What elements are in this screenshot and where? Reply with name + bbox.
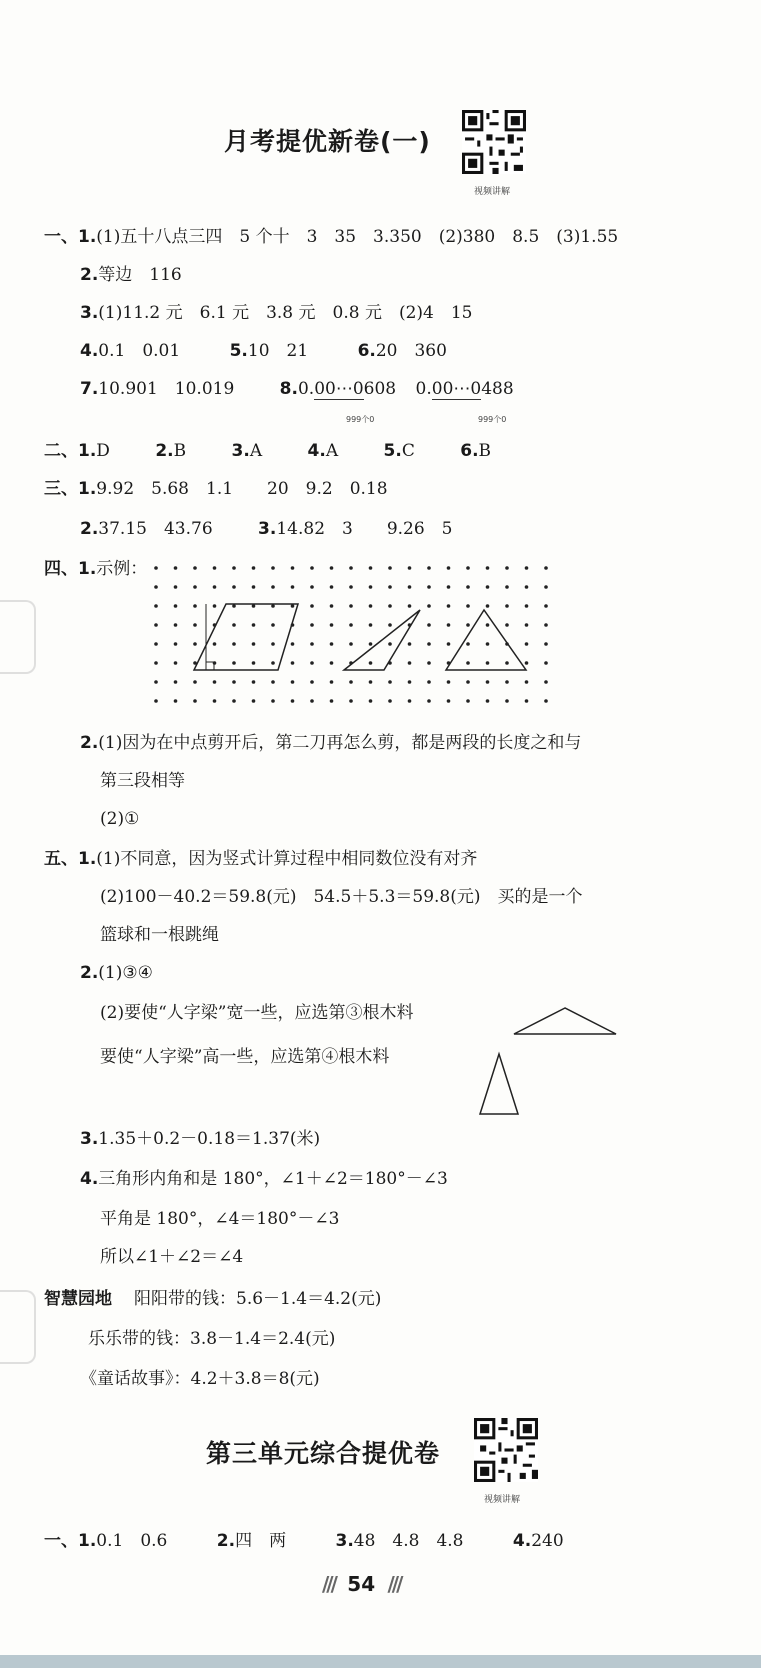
dot-grid-figure xyxy=(150,560,560,710)
answer-line: 一、1.0.1 0.6 2.四 两 3.48 4.8 4.8 4.240 xyxy=(44,1531,564,1551)
grid-dot xyxy=(349,585,353,589)
grid-dot xyxy=(252,585,256,589)
grid-dot xyxy=(388,642,392,646)
answer-line: 乐乐带的钱：3.8－1.4＝2.4(元) xyxy=(88,1329,336,1349)
grid-dot xyxy=(213,699,217,703)
grid-dot xyxy=(388,680,392,684)
grid-dot xyxy=(232,699,236,703)
grid-dot xyxy=(525,623,529,627)
grid-dot xyxy=(252,642,256,646)
grid-dot xyxy=(349,566,353,570)
grid-dot xyxy=(213,566,217,570)
grid-dot xyxy=(310,566,314,570)
slash-decoration-icon: /// xyxy=(387,1572,401,1596)
grid-dot xyxy=(213,642,217,646)
answer-line: 4.0.1 0.01 5.10 21 6.20 360 xyxy=(80,341,447,361)
grid-dot xyxy=(193,623,197,627)
grid-dot xyxy=(193,642,197,646)
grid-dot xyxy=(427,585,431,589)
grid-dot xyxy=(427,566,431,570)
grid-dot xyxy=(330,661,334,665)
grid-dot xyxy=(466,661,470,665)
answer-line: (2)① xyxy=(100,809,140,829)
obtuse-triangle-shape xyxy=(344,610,420,670)
grid-dot xyxy=(505,699,509,703)
grid-dot xyxy=(447,623,451,627)
grid-dot xyxy=(271,623,275,627)
grid-dot xyxy=(310,661,314,665)
grid-dot xyxy=(369,604,373,608)
grid-dot xyxy=(310,623,314,627)
grid-dot xyxy=(252,566,256,570)
grid-dot xyxy=(486,699,490,703)
grid-dot xyxy=(447,642,451,646)
answer-line: 2.(1)因为在中点剪开后，第二刀再怎么剪，都是两段的长度之和与 xyxy=(80,733,582,753)
answer-line: 篮球和一根跳绳 xyxy=(100,925,219,945)
grid-dot xyxy=(213,585,217,589)
grid-dot xyxy=(525,699,529,703)
grid-dot xyxy=(271,566,275,570)
grid-dot xyxy=(349,699,353,703)
grid-dot xyxy=(408,680,412,684)
grid-dot xyxy=(369,585,373,589)
wide-roof-triangle xyxy=(510,1004,620,1038)
section-label: 智慧园地 xyxy=(44,1289,112,1309)
grid-dot xyxy=(408,642,412,646)
grid-dot xyxy=(154,661,158,665)
grid-dot xyxy=(427,642,431,646)
grid-dot xyxy=(369,566,373,570)
answer-line: 一、1.(1)五十八点三四 5 个十 3 35 3.350 (2)380 8.5 (3)1.55 xyxy=(44,227,619,247)
grid-dot xyxy=(349,642,353,646)
grid-dot xyxy=(544,699,548,703)
answer-line: 三、1.9.92 5.68 1.1 20 9.2 0.18 xyxy=(44,479,388,499)
grid-dot xyxy=(349,680,353,684)
section-title: 第三单元综合提优卷 xyxy=(206,1439,441,1468)
grid-dot xyxy=(505,604,509,608)
grid-dot xyxy=(252,680,256,684)
grid-dot xyxy=(154,585,158,589)
answer-line: 第三段相等 xyxy=(100,771,185,791)
grid-dot xyxy=(427,680,431,684)
bleed-mark xyxy=(0,600,36,674)
grid-dot xyxy=(193,680,197,684)
grid-dot xyxy=(271,661,275,665)
grid-dot xyxy=(388,623,392,627)
grid-dot xyxy=(310,642,314,646)
grid-dot xyxy=(330,680,334,684)
grid-dot xyxy=(232,585,236,589)
grid-dot xyxy=(525,604,529,608)
qr-caption: 视频讲解 xyxy=(474,187,511,197)
grid-dot xyxy=(447,699,451,703)
brace-note: 999个0 xyxy=(346,415,375,424)
grid-dot xyxy=(252,661,256,665)
grid-dot xyxy=(369,680,373,684)
grid-dot xyxy=(310,604,314,608)
grid-dot xyxy=(369,642,373,646)
grid-dot xyxy=(232,680,236,684)
page-title: 月考提优新卷(一) xyxy=(224,127,431,156)
grid-dot xyxy=(330,699,334,703)
answer-line: 智慧园地 阳阳带的钱：5.6－1.4＝4.2(元) xyxy=(44,1289,382,1309)
answer-line: 2.37.15 43.76 3.14.82 3 9.26 5 xyxy=(80,519,453,539)
grid-dot xyxy=(466,699,470,703)
grid-dot xyxy=(388,585,392,589)
grid-dot xyxy=(466,585,470,589)
grid-dot xyxy=(486,642,490,646)
grid-dot xyxy=(369,661,373,665)
grid-dot xyxy=(544,566,548,570)
grid-dot xyxy=(544,585,548,589)
grid-dot xyxy=(174,623,178,627)
grid-dot xyxy=(174,566,178,570)
grid-dot xyxy=(291,661,295,665)
grid-dot xyxy=(544,623,548,627)
grid-dot xyxy=(174,661,178,665)
grid-dot xyxy=(408,566,412,570)
answer-line: 4.三角形内角和是 180°，∠1＋∠2＝180°－∠3 xyxy=(80,1169,448,1189)
answer-line: 2.(1)③④ xyxy=(80,963,153,983)
grid-dot xyxy=(466,623,470,627)
grid-dot xyxy=(330,585,334,589)
grid-dot xyxy=(232,566,236,570)
answer-line: 四、1.示例： xyxy=(44,559,148,579)
grid-dot xyxy=(193,604,197,608)
grid-dot xyxy=(193,585,197,589)
grid-dot xyxy=(505,680,509,684)
grid-dot xyxy=(544,604,548,608)
answer-line: 二、1.D 2.B 3.A 4.A 5.C 6.B xyxy=(44,441,492,461)
grid-dot xyxy=(174,642,178,646)
grid-dot xyxy=(408,604,412,608)
grid-dot xyxy=(330,604,334,608)
grid-dot xyxy=(408,585,412,589)
answer-line: 3.1.35＋0.2－0.18＝1.37(米) xyxy=(80,1129,321,1149)
grid-dot xyxy=(213,680,217,684)
grid-dot xyxy=(486,585,490,589)
grid-dot xyxy=(291,585,295,589)
grid-dot xyxy=(271,585,275,589)
bottom-edge xyxy=(0,1655,761,1668)
answer-line: 3.(1)11.2 元 6.1 元 3.8 元 0.8 元 (2)4 15 xyxy=(80,303,473,323)
grid-dot xyxy=(408,699,412,703)
grid-dot xyxy=(447,585,451,589)
grid-dot xyxy=(544,680,548,684)
grid-dot xyxy=(486,680,490,684)
grid-dot xyxy=(486,661,490,665)
grid-dot xyxy=(174,699,178,703)
answer-line: (2)要使“人字梁”宽一些，应选第③根木料 xyxy=(100,1003,414,1023)
parallelogram-shape xyxy=(194,604,298,670)
grid-dot xyxy=(291,642,295,646)
grid-dot xyxy=(193,566,197,570)
grid-dot xyxy=(427,623,431,627)
answer-line: 所以∠1＋∠2＝∠4 xyxy=(100,1247,244,1267)
grid-dot xyxy=(271,680,275,684)
brace-note: 999个0 xyxy=(478,415,507,424)
grid-dot xyxy=(544,661,548,665)
bleed-mark xyxy=(0,1290,36,1364)
grid-dot xyxy=(154,566,158,570)
grid-dot xyxy=(388,566,392,570)
grid-dot xyxy=(505,585,509,589)
answer-line: (2)100－40.2＝59.8(元) 54.5＋5.3＝59.8(元) 买的是一个 xyxy=(100,887,583,907)
grid-dot xyxy=(486,623,490,627)
grid-dot xyxy=(271,699,275,703)
grid-dot xyxy=(369,699,373,703)
grid-dot xyxy=(271,642,275,646)
grid-dot xyxy=(466,566,470,570)
answer-line: 7.10.901 10.019 8.0.00⋯0608 0.00⋯0488 xyxy=(80,379,514,399)
grid-dot xyxy=(486,566,490,570)
grid-dot xyxy=(291,699,295,703)
grid-dot xyxy=(525,642,529,646)
grid-dot xyxy=(174,604,178,608)
grid-dot xyxy=(388,699,392,703)
grid-dot xyxy=(525,566,529,570)
grid-dot xyxy=(486,604,490,608)
grid-dot xyxy=(252,699,256,703)
grid-dot xyxy=(544,642,548,646)
grid-dot xyxy=(330,642,334,646)
grid-dot xyxy=(291,680,295,684)
grid-dot xyxy=(525,585,529,589)
page-number: /// 54 /// xyxy=(322,1572,401,1596)
answer-line: 平角是 180°，∠4＝180°－∠3 xyxy=(100,1209,340,1229)
grid-dot xyxy=(466,642,470,646)
grid-dot xyxy=(232,661,236,665)
grid-dot xyxy=(525,661,529,665)
grid-dot xyxy=(427,604,431,608)
qr-code-icon xyxy=(474,1418,538,1482)
grid-dot xyxy=(252,623,256,627)
grid-dot xyxy=(174,680,178,684)
grid-dot xyxy=(388,604,392,608)
grid-dot xyxy=(154,642,158,646)
grid-dot xyxy=(427,661,431,665)
grid-dot xyxy=(408,661,412,665)
grid-dot xyxy=(466,680,470,684)
grid-dot xyxy=(213,604,217,608)
grid-dot xyxy=(466,604,470,608)
grid-dot xyxy=(505,661,509,665)
grid-dot xyxy=(232,623,236,627)
answer-line: 要使“人字梁”高一些，应选第④根木料 xyxy=(100,1047,390,1067)
slash-decoration-icon: /// xyxy=(322,1572,335,1596)
qr-caption: 视频讲解 xyxy=(484,1495,521,1505)
grid-dot xyxy=(232,642,236,646)
grid-dot xyxy=(369,623,373,627)
grid-dot xyxy=(447,566,451,570)
acute-triangle-shape xyxy=(446,610,526,670)
grid-dot xyxy=(310,699,314,703)
qr-code-icon xyxy=(462,110,526,174)
grid-dot xyxy=(193,699,197,703)
answer-line: 五、1.(1)不同意，因为竖式计算过程中相同数位没有对齐 xyxy=(44,849,478,869)
grid-dot xyxy=(349,623,353,627)
answer-line: 《童话故事》：4.2＋3.8＝8(元) xyxy=(80,1369,320,1389)
grid-dot xyxy=(174,585,178,589)
grid-dot xyxy=(310,680,314,684)
grid-dot xyxy=(447,604,451,608)
grid-dot xyxy=(310,585,314,589)
grid-dot xyxy=(154,680,158,684)
grid-dot xyxy=(427,699,431,703)
grid-dot xyxy=(525,680,529,684)
grid-dot xyxy=(505,566,509,570)
answer-line: 2.等边 116 xyxy=(80,265,182,285)
grid-dot xyxy=(330,566,334,570)
grid-dot xyxy=(291,566,295,570)
grid-dot xyxy=(505,623,509,627)
grid-dot xyxy=(154,699,158,703)
grid-dot xyxy=(349,604,353,608)
tall-roof-triangle xyxy=(474,1050,524,1120)
grid-dot xyxy=(154,604,158,608)
grid-dot xyxy=(154,623,158,627)
grid-dot xyxy=(330,623,334,627)
grid-dot xyxy=(447,680,451,684)
